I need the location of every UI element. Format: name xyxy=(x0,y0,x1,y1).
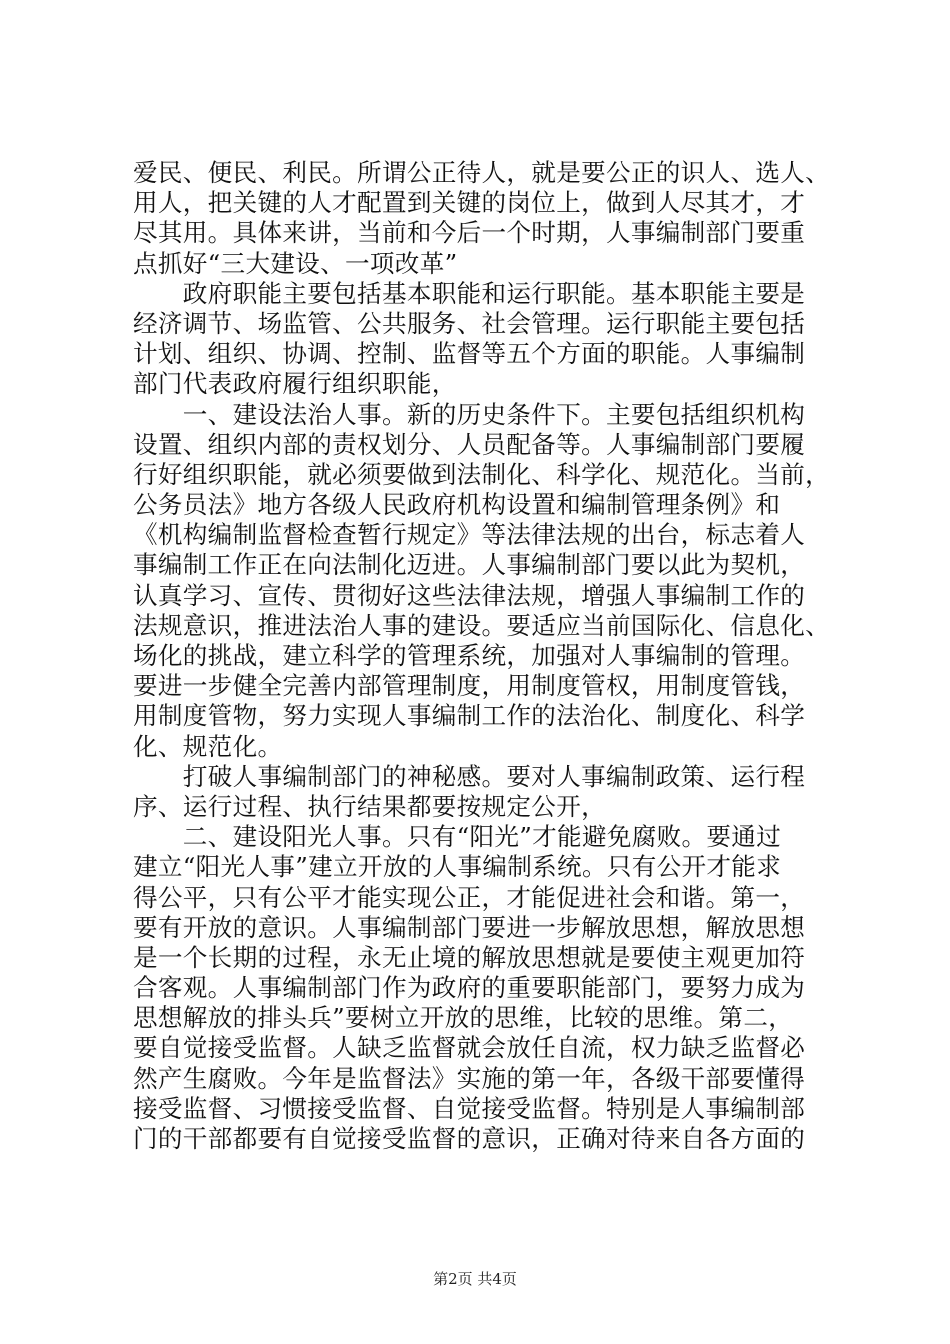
text-line: 化、规范化。 xyxy=(133,731,283,761)
text-line: 序、运行过程、执行结果都要按规定公开， xyxy=(133,791,606,821)
text-line: 要自觉接受监督。人缺乏监督就会放任自流，权力缺乏监督必 xyxy=(133,1033,806,1063)
text-line: 经济调节、场监管、公共服务、社会管理。运行职能主要包括 xyxy=(133,308,806,338)
text-line: 用制度管物，努力实现人事编制工作的法治化、制度化、科学 xyxy=(133,701,806,731)
text-line: 要有开放的意识。人事编制部门要进一步解放思想，解放思想 xyxy=(133,912,806,942)
body-text xyxy=(133,158,833,1154)
text-line: 计划、组织、协调、控制、监督等五个方面的职能。人事编制 xyxy=(133,339,806,369)
text-line: 部门代表政府履行组织职能， xyxy=(133,369,457,399)
text-line: 一、建设法治人事。新的历史条件下。主要包括组织机构 xyxy=(133,399,806,429)
text-line: 思想解放的排头兵”要树立开放的思维，比较的思维。第二， xyxy=(133,1003,794,1033)
text-line: 《机构编制监督检查暂行规定》等法律法规的出台，标志着人 xyxy=(133,520,806,550)
text-line: 事编制工作正在向法制化迈进。人事编制部门要以此为契机， xyxy=(133,550,806,580)
text-line: 然产生腐败。今年是监督法》实施的第一年，各级干部要懂得 xyxy=(133,1063,806,1093)
text-line: 行好组织职能，就必须要做到法制化、科学化、规范化。当前， xyxy=(133,459,831,489)
text-line: 尽其用。具体来讲，当前和今后一个时期，人事编制部门要重 xyxy=(133,218,806,248)
text-line: 法规意识，推进法治人事的建设。要适应当前国际化、信息化、 xyxy=(133,610,831,640)
text-line: 得公平，只有公平才能实现公正，才能促进社会和谐。第一， xyxy=(133,882,806,912)
text-line: 政府职能主要包括基本职能和运行职能。基本职能主要是 xyxy=(133,278,806,308)
text-line: 认真学习、宣传、贯彻好这些法律法规，增强人事编制工作的 xyxy=(133,580,806,610)
text-line: 要进一步健全完善内部管理制度，用制度管权，用制度管钱， xyxy=(133,671,806,701)
text-line: 点抓好“三大建设、一项改革” xyxy=(133,248,458,278)
text-line: 合客观。人事编制部门作为政府的重要职能部门，要努力成为 xyxy=(133,973,806,1003)
text-line: 是一个长期的过程，永无止境的解放思想就是要使主观更加符 xyxy=(133,942,806,972)
text-line: 公务员法》地方各级人民政府机构设置和编制管理条例》和 xyxy=(133,490,781,520)
text-line: 二、建设阳光人事。只有“阳光”才能避免腐败。要通过 xyxy=(133,822,782,852)
page-number-footer: 第2页 共4页 xyxy=(433,1270,517,1288)
text-line: 打破人事编制部门的神秘感。要对人事编制政策、运行程 xyxy=(133,761,806,791)
text-line: 设置、组织内部的责权划分、人员配备等。人事编制部门要履 xyxy=(133,429,806,459)
text-line: 用人，把关键的人才配置到关键的岗位上，做到人尽其才，才 xyxy=(133,188,806,218)
text-line: 爱民、便民、利民。所谓公正待人，就是要公正的识人、选人、 xyxy=(133,158,831,187)
text-line: 接受监督、习惯接受监督、自觉接受监督。特别是人事编制部 xyxy=(133,1093,806,1123)
text-line: 建立“阳光人事”建立开放的人事编制系统。只有公开才能求 xyxy=(133,852,782,882)
text-line: 门的干部都要有自觉接受监督的意识，正确对待来自各方面的 xyxy=(133,1124,806,1153)
text-line: 场化的挑战，建立科学的管理系统，加强对人事编制的管理。 xyxy=(133,641,806,670)
